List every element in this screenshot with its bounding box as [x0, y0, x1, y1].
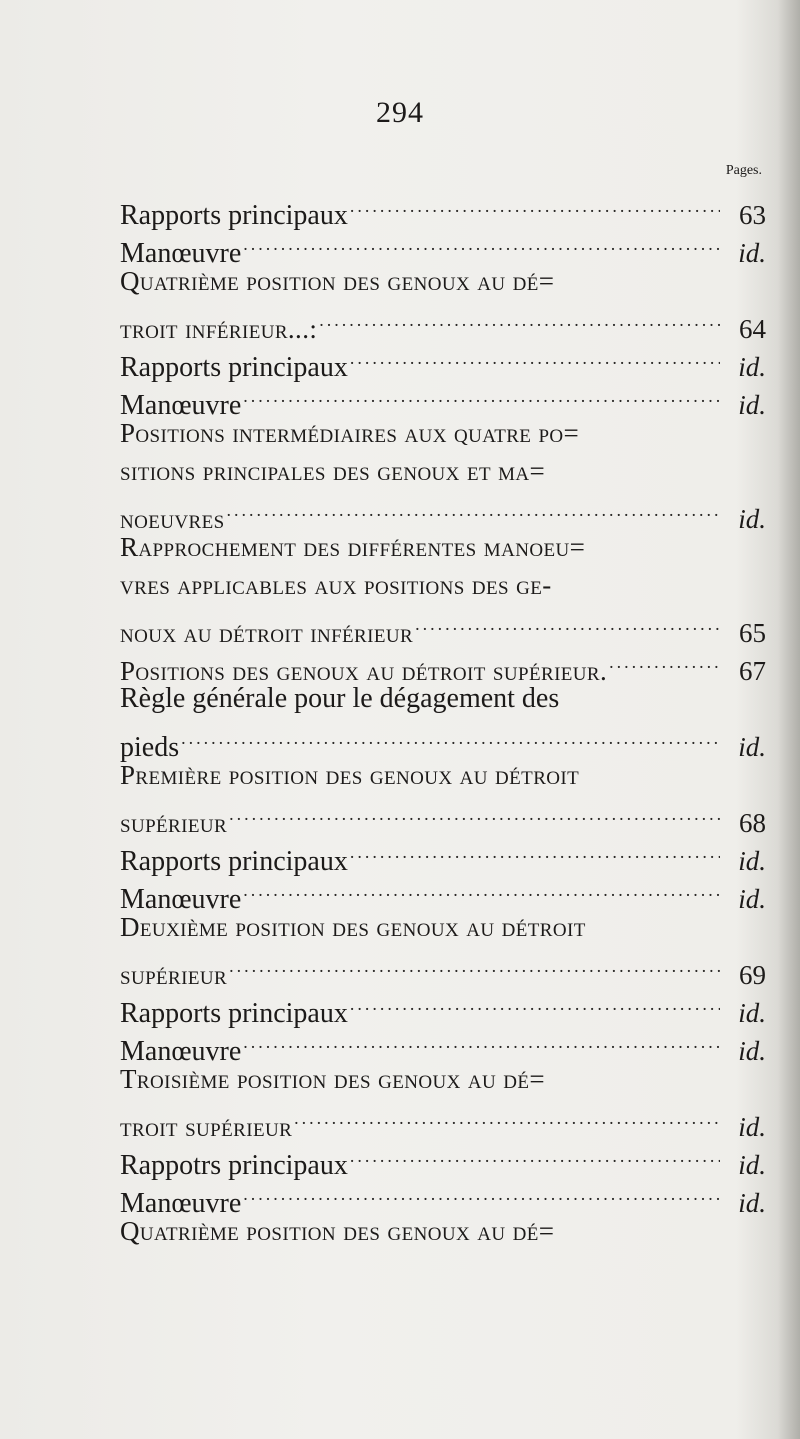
- toc-entry-text: supérieur: [120, 960, 228, 990]
- dot-leader: [243, 870, 720, 908]
- toc-entry-line: [120, 718, 766, 763]
- toc-entry-text: vres applicables aux positions des ge-: [120, 570, 552, 600]
- toc-entry-line: [120, 1212, 766, 1250]
- toc-page-number: id.: [738, 1112, 766, 1142]
- toc-page-number: 69: [739, 960, 766, 990]
- toc-entry-line: [120, 832, 766, 877]
- toc-page-number: id.: [738, 732, 766, 762]
- dot-leader: [294, 1098, 720, 1136]
- dot-leader: [350, 832, 720, 870]
- dot-leader: [319, 300, 720, 338]
- dot-leader: [181, 718, 720, 756]
- dot-leader: [350, 984, 720, 1022]
- toc-entry-text: Positions intermédiaires aux quatre po=: [120, 418, 580, 448]
- dot-leader: [243, 1174, 720, 1212]
- dot-leader: [350, 1136, 720, 1174]
- toc-entry-line: [120, 224, 766, 269]
- toc-page-number: 67: [739, 656, 766, 686]
- toc-entry-line: [120, 870, 766, 915]
- toc-entry-text: Règle générale pour le dégagement des: [120, 683, 560, 714]
- toc-entry-line: [120, 452, 766, 490]
- toc-entry-text: Positions des genoux au détroit supérieur.: [120, 656, 608, 686]
- dot-leader: [243, 1022, 720, 1060]
- toc-entry-text: Quatrième position des genoux au dé=: [120, 1216, 555, 1246]
- toc-entry-text: Rapports principaux: [120, 200, 348, 231]
- toc-page-number: id.: [738, 390, 766, 420]
- toc-entry-line: [120, 300, 766, 344]
- toc-page-number: id.: [738, 352, 766, 382]
- toc-entry-line: [120, 528, 766, 566]
- page-number: 294: [376, 96, 424, 129]
- toc-page-number: 64: [739, 314, 766, 344]
- toc-entry-line: [120, 908, 766, 946]
- dot-leader: [229, 794, 720, 832]
- toc-entry-text: Troisième position des genoux au dé=: [120, 1064, 546, 1094]
- dot-leader: [243, 224, 720, 262]
- toc-page-number: id.: [738, 884, 766, 914]
- toc-entry-line: [120, 262, 766, 300]
- toc-entry-line: [120, 794, 766, 838]
- toc-page-number: id.: [738, 504, 766, 534]
- toc-entry-line: [120, 756, 766, 794]
- toc-entry-line: [120, 1098, 766, 1142]
- toc-entry-text: Manœuvre: [120, 884, 242, 915]
- toc-entry-line: [120, 338, 766, 383]
- toc-entry-line: [120, 1136, 766, 1181]
- dot-leader: [415, 604, 720, 642]
- toc-page-number: id.: [738, 1188, 766, 1218]
- toc-entry-text: Manœuvre: [120, 238, 242, 269]
- pages-column-header: Pages.: [725, 163, 762, 178]
- toc-entry-text: Rappotrs principaux: [120, 1150, 348, 1181]
- toc-entry-line: [120, 414, 766, 452]
- toc-page-number: id.: [738, 1150, 766, 1180]
- toc-entry-text: Manœuvre: [120, 1036, 242, 1067]
- dot-leader: [350, 186, 720, 224]
- toc-entry-text: noeuvres: [120, 504, 225, 534]
- toc-entry-text: Manœuvre: [120, 390, 242, 421]
- toc-entry-line: [120, 946, 766, 990]
- dot-leader: [609, 642, 720, 680]
- toc-entry-text: sitions principales des genoux et ma=: [120, 456, 546, 486]
- toc-entry-line: [120, 1060, 766, 1098]
- dot-leader: [243, 376, 720, 414]
- toc-entry-line: [120, 490, 766, 534]
- toc-entry-line: [120, 566, 766, 604]
- toc-entry-text: pieds: [120, 732, 180, 763]
- toc-entry-line: [120, 1022, 766, 1067]
- toc-entry-line: [120, 984, 766, 1029]
- toc-entry-text: Rapports principaux: [120, 846, 348, 877]
- toc-entry-text: troit supérieur: [120, 1112, 293, 1142]
- toc-page-number: id.: [738, 998, 766, 1028]
- toc-entry-text: Deuxième position des genoux au détroit: [120, 912, 586, 942]
- toc-entry-text: Quatrième position des genoux au dé=: [120, 266, 555, 296]
- toc-page-number: 63: [739, 200, 766, 230]
- dot-leader: [229, 946, 720, 984]
- toc-entry-text: Rapports principaux: [120, 352, 348, 383]
- toc-entry-line: [120, 186, 766, 231]
- toc-entry-text: troit inférieur...:: [120, 314, 318, 344]
- toc-entry-line: [120, 680, 766, 718]
- toc-page-number: 65: [739, 618, 766, 648]
- toc-entry-line: [120, 642, 766, 686]
- toc-page-number: 68: [739, 808, 766, 838]
- toc-entry-text: Manœuvre: [120, 1188, 242, 1219]
- toc-entry-line: [120, 376, 766, 421]
- dot-leader: [350, 338, 720, 376]
- toc-entry-text: Rapports principaux: [120, 998, 348, 1029]
- toc-entry-text: supérieur: [120, 808, 228, 838]
- toc-entry-text: noux au détroit inférieur: [120, 618, 414, 648]
- toc-page-number: id.: [738, 238, 766, 268]
- table-of-contents: [120, 186, 766, 1250]
- toc-entry-text: Première position des genoux au détroit: [120, 760, 580, 790]
- toc-page-number: id.: [738, 846, 766, 876]
- toc-entry-line: [120, 1174, 766, 1219]
- page-edge-shadow: [778, 0, 800, 1439]
- toc-entry-line: [120, 604, 766, 648]
- toc-page-number: id.: [738, 1036, 766, 1066]
- toc-entry-text: Rapprochement des différentes manoeu=: [120, 532, 586, 562]
- dot-leader: [227, 490, 720, 528]
